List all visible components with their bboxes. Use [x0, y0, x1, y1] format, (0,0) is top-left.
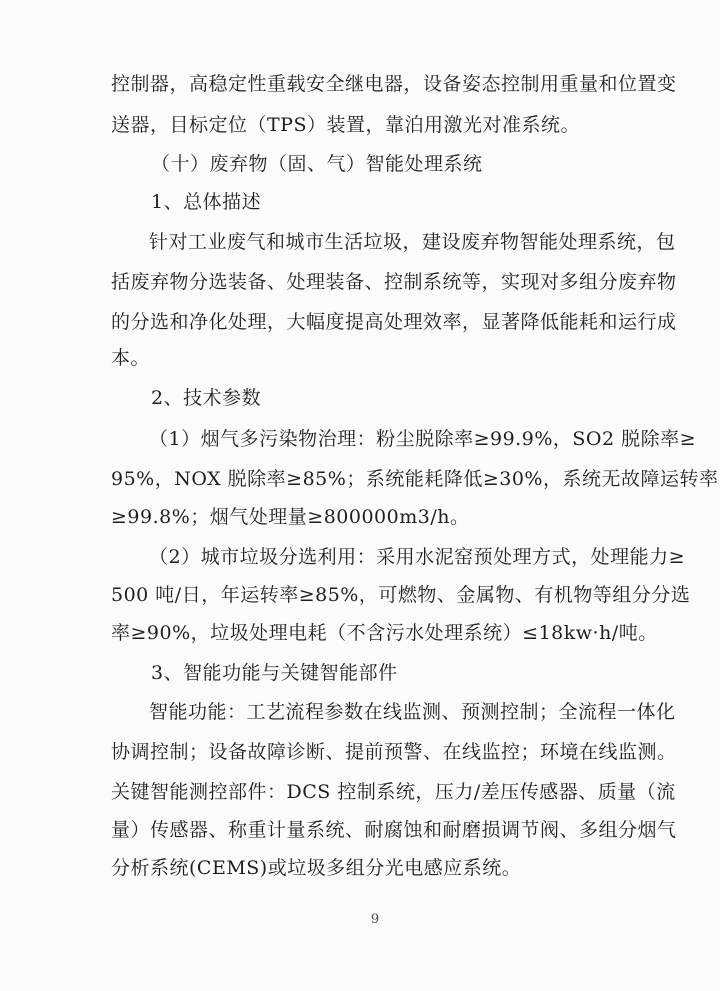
- body-text-line: 分析系统(CEMS)或垃圾多组分光电感应系统。: [111, 857, 522, 879]
- body-text-line: （1）烟气多污染物治理：粉尘脱除率≥99.9%，SO2 脱除率≥: [149, 428, 697, 450]
- body-text-line: 控制器，高稳定性重载安全继电器，设备姿态控制用重量和位置变: [111, 73, 677, 95]
- body-text-line: 协调控制；设备故障诊断、提前预警、在线监控；环境在线监测。: [111, 741, 677, 763]
- body-text-line: 括废弃物分选装备、处理装备、控制系统等，实现对多组分废弃物: [111, 271, 677, 293]
- page-number: 9: [370, 912, 380, 927]
- body-text-line: 率≥90%，垃圾处理电耗（不含污水处理系统）≤18kw·h/吨。: [111, 622, 658, 644]
- subsection-heading: 2、技术参数: [151, 387, 262, 409]
- body-text-line: 针对工业废气和城市生活垃圾，建设废弃物智能处理系统，包: [149, 231, 676, 253]
- body-text-line: （2）城市垃圾分选利用：采用水泥窑预处理方式，处理能力≥: [149, 546, 686, 568]
- section-heading: （十）废弃物（固、气）智能处理系统: [151, 153, 483, 175]
- body-text-line: 的分选和净化处理，大幅度提高处理效率，显著降低能耗和运行成: [111, 311, 677, 333]
- subsection-heading: 1、总体描述: [151, 191, 262, 213]
- body-text-line: 500 吨/日，年运转率≥85%，可燃物、金属物、有机物等组分分选: [111, 584, 691, 606]
- body-text-line: 95%，NOX 脱除率≥85%；系统能耗降低≥30%，系统无故障运转率: [111, 468, 719, 490]
- body-text-line: ≥99.8%；烟气处理量≥800000m3/h。: [111, 506, 470, 528]
- body-text-line: 本。: [111, 347, 151, 369]
- body-text-line: 关键智能测控部件：DCS 控制系统，压力/差压传感器、质量（流: [111, 781, 676, 803]
- body-text-line: 智能功能：工艺流程参数在线监测、预测控制；全流程一体化: [149, 701, 676, 723]
- subsection-heading: 3、智能功能与关键智能部件: [151, 662, 398, 684]
- body-text-line: 量）传感器、称重计量系统、耐腐蚀和耐磨损调节阀、多组分烟气: [111, 819, 677, 841]
- body-text-line: 送器，目标定位（TPS）装置，靠泊用激光对准系统。: [111, 114, 580, 136]
